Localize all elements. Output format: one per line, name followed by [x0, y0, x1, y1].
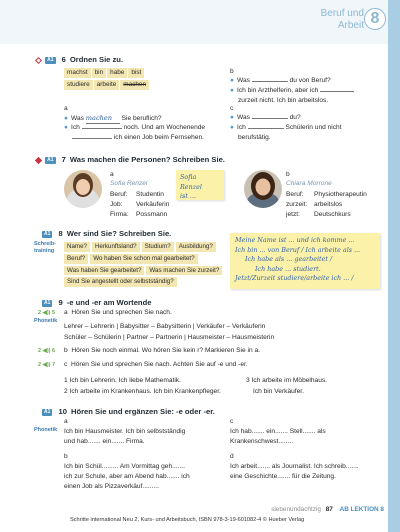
ex6-a-line2: ● Ich noch. Und am Wochenende	[64, 124, 206, 131]
exercise-number: 10	[58, 407, 67, 416]
copyright-line: Schritte international Neu 2, Kurs- und Arbeitsbuch, ISBN 978-3-19-601082-4 © Hueber Verlag	[70, 517, 305, 523]
note-line: Ich habe ... studiert.	[255, 264, 321, 273]
word-pairs-line: Lehrer – Lehrerin | Babysitter – Babysitterin | Verkäufer – Verkäuferin	[64, 323, 266, 330]
profile-row: Beruf: Studentin	[110, 191, 164, 198]
gap-sentence: Ich arbeit....... als Journalist. Ich schreib.......	[230, 463, 359, 470]
ex6-c-line3: berufstätig.	[238, 134, 271, 141]
exercise-number: 7	[61, 155, 66, 164]
chapter-title-line2: Arbeit	[337, 19, 364, 31]
level-tag: A1	[44, 408, 51, 415]
side-label-phonetik: Phonetik	[34, 427, 58, 433]
part-b-label: b	[286, 171, 290, 178]
part-c-label: c	[230, 105, 234, 112]
side-color-bar	[388, 0, 400, 532]
ex9-a-heading: a Hören Sie und sprechen Sie nach.	[64, 309, 172, 316]
profile-row: zurzeit: arbeitslos	[286, 201, 343, 208]
person-name: Sofia Renzel	[110, 180, 148, 187]
word-chip-used: machen	[120, 80, 149, 90]
difficulty-diamond-icon	[35, 56, 42, 63]
ex6-b-line3: zurzeit nicht. Ich bin arbeitslos.	[238, 97, 329, 104]
ex6-a-line3: ich einen Job beim Fernsehen.	[72, 134, 204, 142]
profile-row: jetzt: Deutschkurs	[286, 211, 351, 218]
ex6-c-line1: ● Was du?	[230, 114, 301, 121]
photo-sofia	[64, 170, 102, 208]
note-line: Jetzt/Zurzeit studiere/arbeite ich ... /	[235, 274, 354, 283]
profile-row: Beruf: Physiotherapeutin	[286, 191, 367, 198]
word-chip: bin	[92, 68, 107, 78]
note-line: Ich habe als ... gearbeitet /	[245, 255, 333, 264]
page-word: siebenundachtzig	[271, 506, 321, 513]
page-footer	[271, 506, 384, 514]
audio-track-icon[interactable]: 2 ◀)) 6	[38, 348, 56, 354]
sticky-note-example	[176, 170, 224, 200]
sentence: 1 Ich bin Lehrerin. Ich liebe Mathematik.	[64, 377, 181, 384]
gap-sentence: einen Job als Pizzaverkäuf.........	[64, 483, 159, 490]
gap-sentence: Ich bin Schül......... Am Vormittag geh.......	[64, 463, 185, 470]
lesson-tag: AB LEKTION 8	[339, 506, 384, 513]
note-line: Meine Name ist ... und ich komme ...	[235, 236, 355, 244]
exercise-title: Hören Sie und ergänzen Sie: -e oder -er.	[70, 407, 215, 416]
side-label-phonetik: Phonetik	[34, 318, 58, 324]
question-prompts: Name? Herkunftsland? Studium? Ausbildung? Beruf? Wo haben Sie schon mal gearbeitet? Was haben Sie gearbeitet? Was machen Sie zurzeit? Sind Sie angestellt oder selbstständig?	[64, 242, 234, 289]
ex9-b-heading: b Hören Sie noch einmal. Wo hören Sie kein r? Markieren Sie in a.	[64, 347, 260, 354]
level-tag: A1	[44, 299, 51, 306]
chapter-number: 8	[364, 8, 386, 30]
exercise-title: Wer sind Sie? Schreiben Sie.	[66, 229, 172, 238]
profile-row: Firma: Possmann	[110, 211, 168, 218]
level-tag: A1	[47, 56, 54, 63]
exercise-number: 9	[58, 298, 63, 307]
sentence: 3 Ich arbeite im Möbelhaus.	[246, 377, 327, 384]
exercise-9-heading	[42, 298, 151, 307]
word-pairs-line: Schüler – Schülerin | Partner – Partnerin | Hausmeister – Hausmeisterin	[64, 334, 275, 341]
word-chip: habe	[107, 68, 127, 78]
part-b-label: b	[230, 68, 234, 75]
exercise-number: 6	[61, 55, 66, 64]
part-a-label: a	[64, 105, 68, 112]
gap-sentence: und hab....... ein....... Firma.	[64, 438, 145, 445]
ex6-b-line2: ● Ich bin Arzthelferin, aber ich	[230, 87, 354, 95]
gap-sentence: Ich hab....... ein....... Stell....... als	[230, 428, 326, 435]
word-chip: arbeite	[94, 80, 120, 90]
sentence: Ich bin Verkäufer.	[253, 388, 304, 395]
ex9-c-heading: c Hören Sie und sprechen Sie nach. Achten Sie auf -e und -er.	[64, 361, 248, 368]
exercise-title: Was machen die Personen? Schreiben Sie.	[69, 155, 225, 164]
chapter-title	[321, 8, 364, 31]
gap-sentence: ich zur Schule, aber am Abend hab....... ich	[64, 473, 190, 480]
sticky-note-phrases	[230, 233, 380, 289]
part-a-label: a	[110, 171, 114, 178]
exercise-number: 8	[58, 229, 63, 238]
word-chip: bist	[128, 68, 144, 78]
note-line: Ich bin ... von Beruf / Ich arbeite als ...	[235, 245, 361, 254]
page-number: 87	[325, 506, 333, 513]
profile-row: Job: Verkäuferin	[110, 201, 170, 208]
exercise-6-heading	[36, 55, 123, 64]
handwritten-answer: machen	[85, 114, 113, 122]
word-chip: machst	[64, 68, 91, 78]
difficulty-diamond-icon	[35, 156, 42, 163]
gap-sentence: Ich bin Hausmeister. Ich bin selbstständig	[64, 428, 186, 435]
exercise-8-heading	[42, 229, 171, 238]
part-c-label: c	[230, 418, 234, 425]
photo-chiara	[244, 170, 282, 208]
level-tag: A1	[47, 156, 54, 163]
gap-sentence: eine Geschichte....... für die Zeitung.	[230, 473, 336, 480]
audio-track-icon[interactable]: 2 ◀)) 5	[38, 310, 56, 316]
gap-sentence: Krankenschwest........	[230, 438, 294, 445]
level-tag: A1	[44, 230, 51, 237]
part-b-label: b	[64, 453, 68, 460]
exercise-7-heading	[36, 155, 225, 164]
ex6-b-line1: ● Was du von Beruf?	[230, 77, 331, 84]
ex6-a-line1: ● Was machen Sie beruflich?	[64, 114, 162, 124]
word-bank	[64, 68, 164, 92]
side-label-schreibtraining: Schreib- training	[34, 241, 57, 254]
sentence: 2 Ich arbeite im Krankenhaus. Ich bin Krankenpfleger.	[64, 388, 221, 395]
exercise-10-heading	[42, 407, 215, 416]
part-d-label: d	[230, 453, 234, 460]
note-line: Sofia Renzel	[180, 173, 202, 191]
audio-track-icon[interactable]: 2 ◀)) 7	[38, 362, 56, 368]
chapter-title-line1: Beruf und	[320, 8, 364, 19]
word-chip: studiere	[64, 80, 93, 90]
exercise-title: Ordnen Sie zu.	[69, 55, 124, 64]
part-a-label: a	[64, 418, 68, 425]
exercise-title: -e und -er am Wortende	[66, 298, 152, 307]
person-name: Chiara Morrone	[286, 180, 332, 187]
note-line: ist ...	[180, 192, 197, 201]
ex6-c-line2: ● Ich Schülerin und nicht	[230, 124, 342, 131]
